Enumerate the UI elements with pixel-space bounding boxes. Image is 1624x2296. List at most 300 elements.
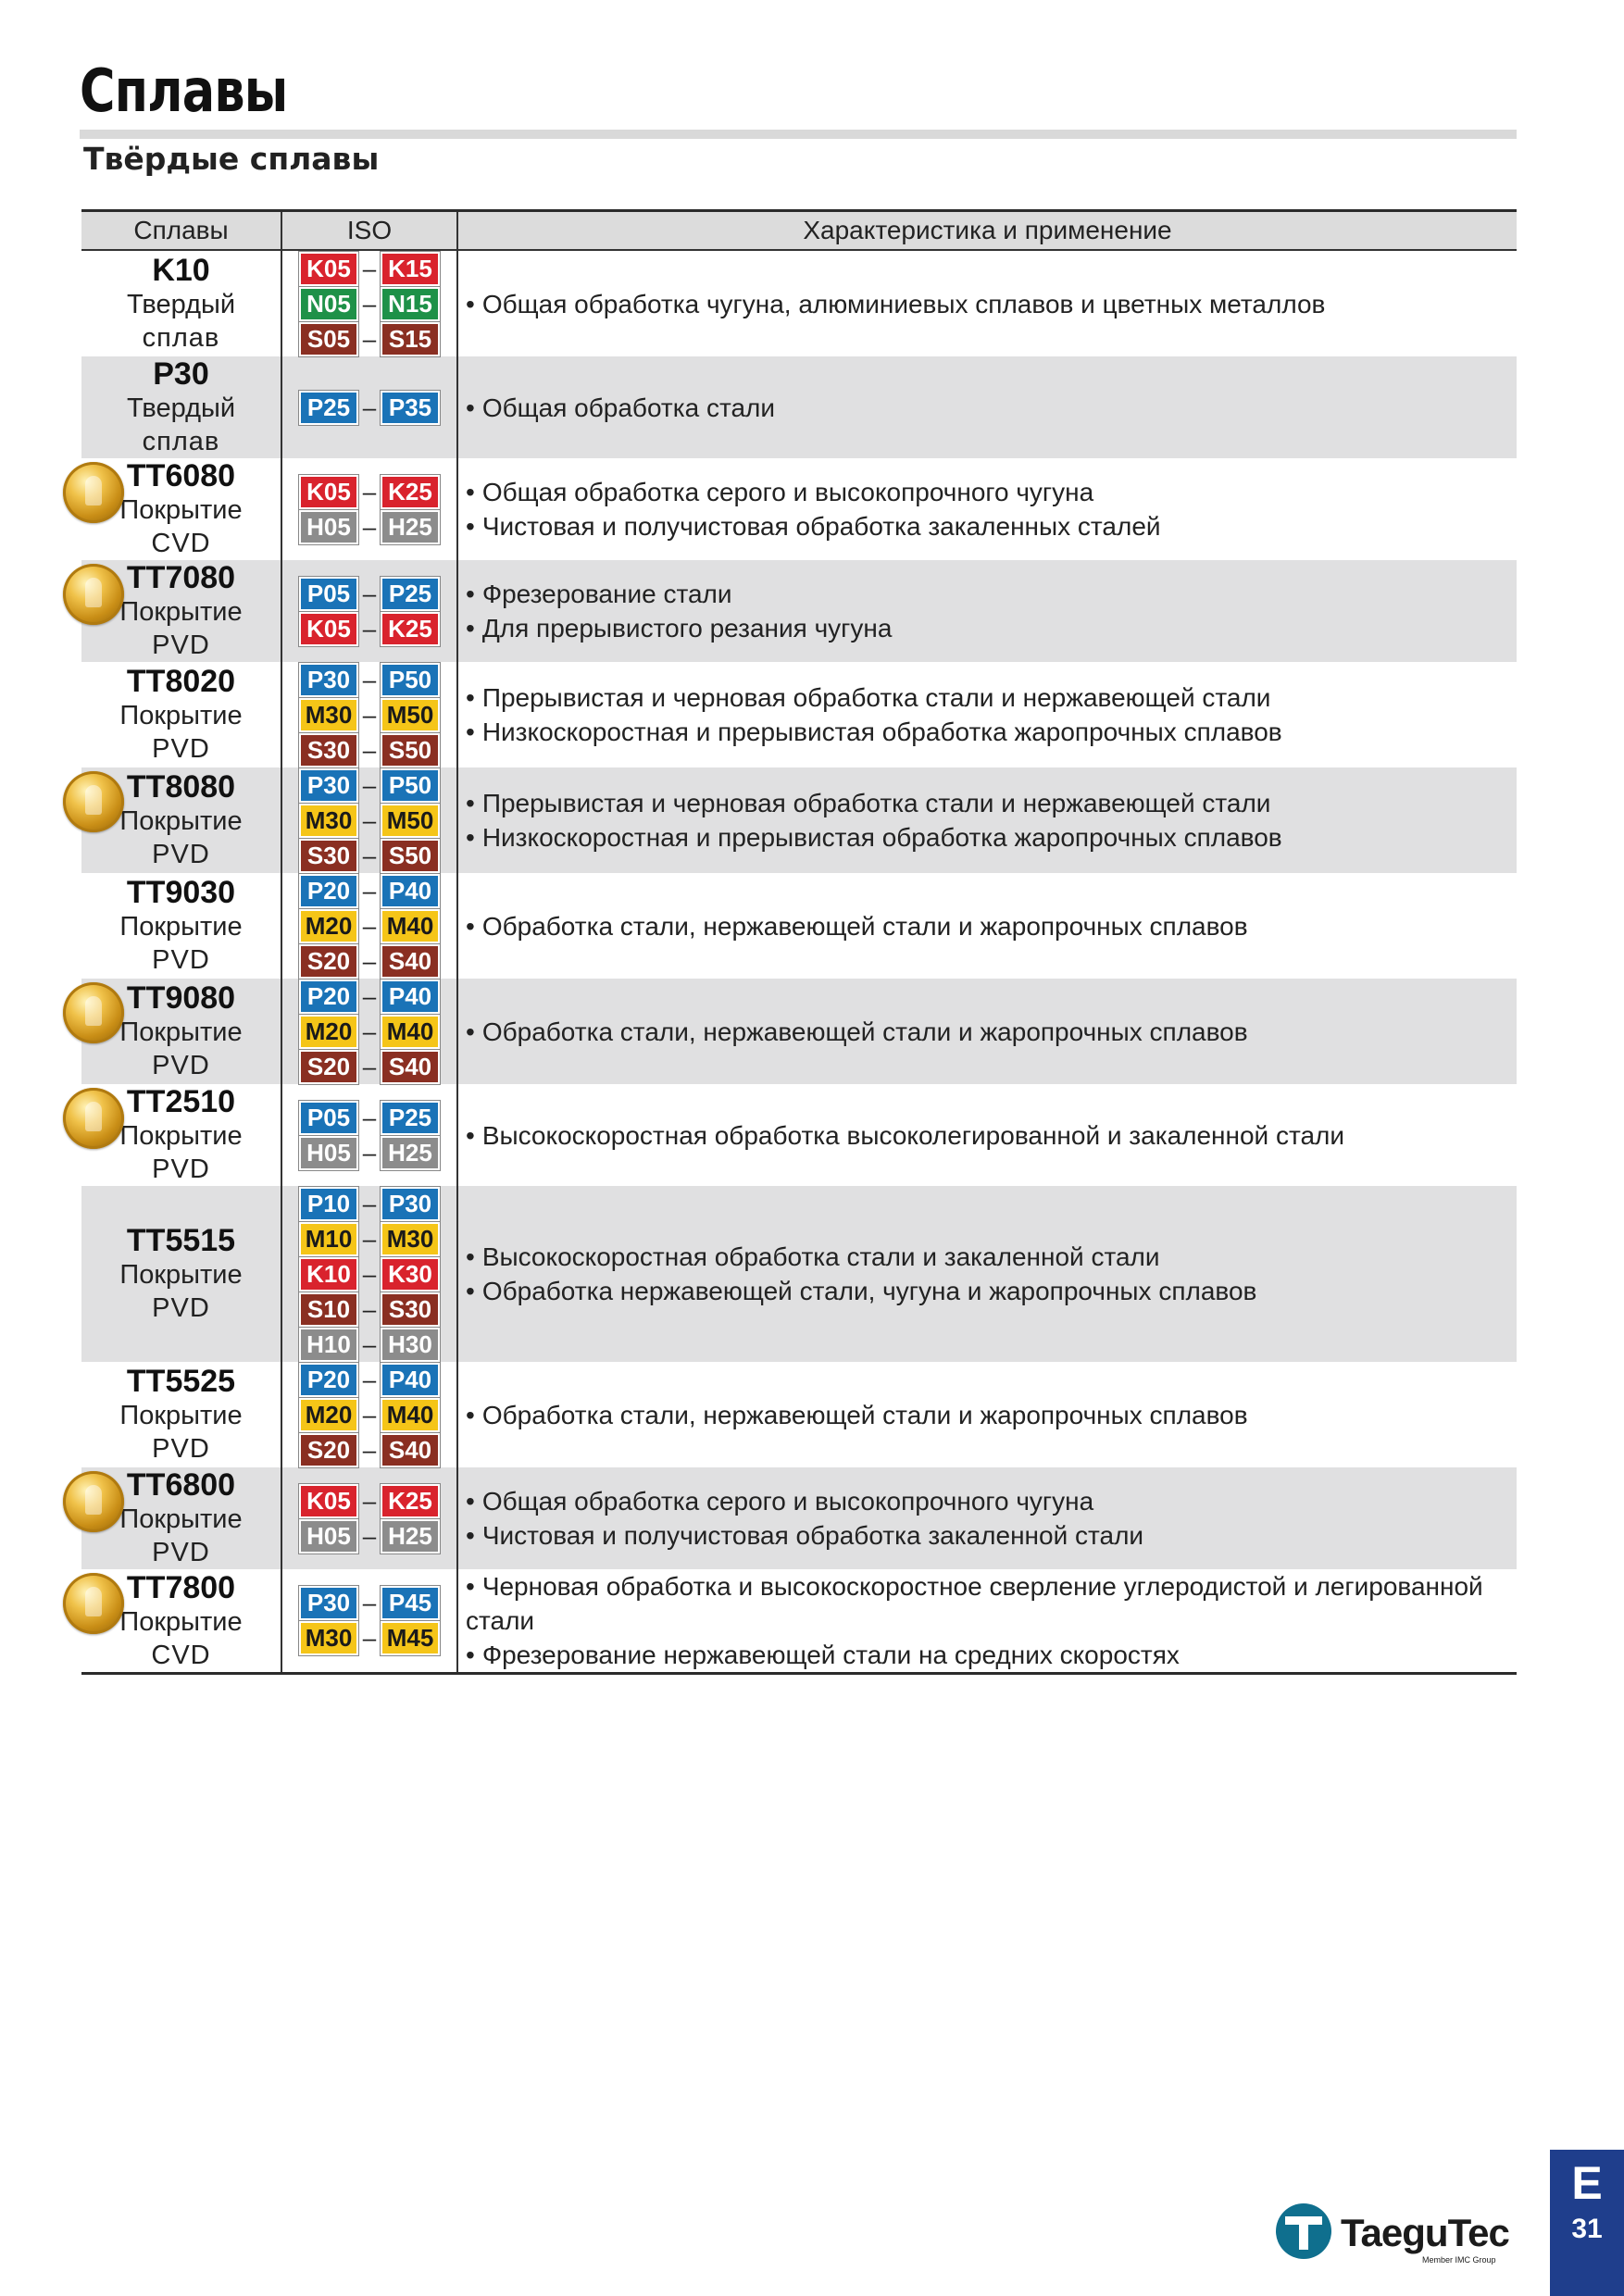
grade-coating-kind: PVD [152,1538,210,1567]
grade-coating-kind: CVD [151,529,211,558]
grade-cell [81,560,281,662]
logo-text: TaeguTec [1341,2211,1509,2254]
range-dash: – [362,393,377,421]
bullet-icon: • [466,823,475,852]
taegutec-logo [1276,2200,1517,2265]
range-dash: – [362,1052,377,1080]
grade-type: Твердый [126,393,236,423]
iso-range [282,1518,456,1554]
characteristics-cell [457,1467,1517,1569]
table-row [81,767,1517,873]
table-row [81,979,1517,1084]
iso-badge: P30 [299,768,358,803]
bullet-icon: • [466,1641,475,1669]
grade-cell [81,356,281,458]
section-letter: E [1571,2157,1603,2209]
range-dash: – [362,1400,377,1429]
grade-type: Покрытие [119,912,243,942]
iso-cell [281,356,457,458]
iso-badge: P35 [381,391,440,425]
iso-badge: P10 [299,1187,358,1221]
iso-range [282,1221,456,1256]
feature-line [466,509,1517,543]
iso-range [282,767,456,803]
characteristics-cell [457,1084,1517,1186]
bullet-icon: • [466,478,475,506]
iso-cell [281,1362,457,1467]
characteristics-cell [457,250,1517,356]
bullet-icon: • [466,1487,475,1516]
characteristics-cell [457,662,1517,767]
iso-badge: M30 [299,1621,358,1655]
logo-subtext: Member IMC Group [1422,2255,1496,2265]
iso-range [282,1256,456,1292]
bullet-icon: • [466,393,475,422]
iso-badge: N05 [299,287,358,321]
grade-cell [81,1362,281,1467]
feature-text: Низкоскоростная и прерывистая обработка жаропрочных сплавов [481,823,1282,852]
iso-badge: P25 [381,1101,440,1135]
iso-badge: S10 [299,1292,358,1327]
iso-badge: S15 [381,322,440,356]
page-subtitle: Твёрдые сплавы [83,141,380,177]
bullet-icon: • [466,512,475,541]
gold-medal-icon [63,1573,124,1634]
gold-medal-icon [63,462,124,523]
characteristics-cell [457,979,1517,1084]
iso-badge: S20 [299,1433,358,1467]
iso-range [282,979,456,1014]
table-row [81,560,1517,662]
iso-badge: P05 [299,577,358,611]
feature-text: Высокоскоростная обработка высоколегированной и закаленной стали [481,1120,1345,1150]
grade-cell [81,250,281,356]
iso-badge: P30 [299,1586,358,1620]
feature-text: Общая обработка серого и высокопрочного чугуна [481,1487,1094,1516]
iso-badge: P25 [381,577,440,611]
grade-cell [81,767,281,873]
bullet-icon: • [466,1242,475,1271]
grade-name: TT8080 [126,769,236,805]
table-row [81,458,1517,560]
iso-badge: S50 [381,839,440,873]
iso-cell [281,250,457,356]
header-grades: Сплавы [81,211,281,251]
iso-badge: S40 [381,1050,440,1084]
bullet-icon: • [466,289,475,318]
iso-cell [281,560,457,662]
iso-badge: M30 [299,698,358,732]
feature-text: Высокоскоростная обработка стали и закаленной стали [481,1242,1160,1271]
feature-line [466,1118,1517,1153]
feature-line [466,1638,1517,1672]
gold-medal-icon [63,982,124,1043]
iso-badge: K25 [381,475,440,509]
iso-range [282,1397,456,1432]
iso-badge: S05 [299,322,358,356]
range-dash: – [362,876,377,905]
characteristics-cell [457,873,1517,979]
grade-name: TT2510 [126,1084,236,1119]
iso-badge: H05 [299,1519,358,1554]
characteristics-cell [457,458,1517,560]
grade-type: Твердый [126,290,236,319]
iso-badge: P45 [381,1586,440,1620]
bullet-icon: • [466,1572,475,1601]
range-dash: – [362,1103,377,1131]
grade-coating-kind: PVD [152,734,210,764]
bullet-icon: • [466,1277,475,1305]
grade-coating-kind: сплав [142,323,220,353]
grade-name: TT7080 [126,560,236,595]
iso-badge: S30 [299,733,358,767]
grade-coating-kind: PVD [152,1051,210,1080]
iso-badge: M30 [299,804,358,838]
grade-name: TT9080 [126,980,236,1016]
table-row [81,356,1517,458]
iso-badge: K05 [299,475,358,509]
iso-badge: P20 [299,980,358,1014]
grade-coating-kind: PVD [152,1434,210,1464]
iso-range [282,251,456,286]
page-title: Сплавы [80,57,288,126]
iso-badge: P40 [381,1363,440,1397]
feature-line [466,475,1517,509]
iso-badge: S40 [381,944,440,979]
iso-cell [281,1569,457,1674]
range-dash: – [362,1589,377,1616]
range-dash: – [362,841,377,869]
iso-badge: S40 [381,1433,440,1467]
range-dash: – [362,805,377,834]
gold-medal-icon [63,771,124,832]
iso-badge: M50 [381,698,440,732]
feature-text: Общая обработка стали [481,393,776,422]
grade-type: Покрытие [119,495,243,525]
grade-cell [81,458,281,560]
feature-text: Для прерывистого резания чугуна [481,614,893,643]
iso-badge: M10 [299,1222,358,1256]
feature-line [466,786,1517,820]
iso-badge: N15 [381,287,440,321]
bullet-icon: • [466,1521,475,1550]
iso-badge: H05 [299,1136,358,1170]
iso-cell [281,873,457,979]
iso-cell [281,1084,457,1186]
characteristics-cell [457,356,1517,458]
bullet-icon: • [466,718,475,746]
range-dash: – [362,1259,377,1288]
range-dash: – [362,579,377,607]
feature-text: Черновая обработка и высокоскоростное сверление углеродистой и легированной стали [466,1572,1483,1635]
feature-text: Обработка стали, нержавеющей стали и жаропрочных сплавов [481,1400,1248,1429]
iso-badge: K05 [299,1484,358,1518]
iso-badge: H10 [299,1328,358,1362]
iso-range [282,1362,456,1397]
iso-range [282,697,456,732]
bullet-icon: • [466,1017,475,1046]
grade-coating-kind: CVD [151,1640,211,1670]
feature-text: Прерывистая и черновая обработка стали и нержавеющей стали [481,789,1271,817]
iso-badge: K15 [381,252,440,286]
grade-cell [81,662,281,767]
iso-range [282,321,456,356]
grade-name: P30 [153,356,209,392]
gold-medal-icon [63,1088,124,1149]
characteristics-cell [457,767,1517,873]
iso-range [282,286,456,321]
grade-type: Покрытие [119,806,243,836]
iso-range [282,509,456,544]
grade-name: TT8020 [126,664,236,699]
iso-range [282,390,456,425]
range-dash: – [362,1365,377,1393]
table-row [81,662,1517,767]
grades-table [81,209,1517,1675]
table-row [81,1186,1517,1362]
iso-range [282,1292,456,1327]
range-dash: – [362,614,377,643]
bullet-icon: • [466,580,475,608]
iso-badge: K05 [299,252,358,286]
table-body [81,250,1517,1674]
iso-badge: M20 [299,909,358,943]
header-characteristics: Характеристика и применение [457,211,1517,251]
iso-range [282,908,456,943]
feature-text: Чистовая и получистовая обработка закаленных сталей [481,512,1161,541]
title-underline [80,130,1517,139]
bullet-icon: • [466,911,475,941]
header-iso: ISO [281,211,457,251]
grade-coating-kind: PVD [152,1154,210,1184]
grade-type: Покрытие [119,1606,243,1637]
grade-cell [81,873,281,979]
table-row [81,873,1517,979]
page-tab [1550,2150,1624,2296]
iso-range [282,474,456,509]
iso-badge: K30 [381,1257,440,1292]
range-dash: – [362,1624,377,1652]
range-dash: – [362,770,377,799]
feature-line [466,391,1517,425]
iso-range [282,1327,456,1362]
range-dash: – [362,1224,377,1253]
iso-badge: P25 [299,391,358,425]
iso-cell [281,458,457,560]
characteristics-cell [457,1186,1517,1362]
bullet-icon: • [466,614,475,643]
grade-type: Покрытие [119,1401,243,1430]
iso-badge: H05 [299,510,358,544]
table-header-row [81,211,1517,251]
grade-cell [81,1084,281,1186]
characteristics-cell [457,560,1517,662]
range-dash: – [362,1486,377,1515]
feature-line [466,680,1517,715]
iso-badge: S20 [299,944,358,979]
iso-badge: P40 [381,980,440,1014]
table-row [81,1084,1517,1186]
iso-badge: S50 [381,733,440,767]
iso-badge: M40 [381,1398,440,1432]
iso-badge: M20 [299,1398,358,1432]
range-dash: – [362,1294,377,1323]
iso-badge: P50 [381,663,440,697]
characteristics-cell [457,1362,1517,1467]
iso-badge: M30 [381,1222,440,1256]
grade-name: TT6800 [126,1467,236,1503]
page-number: 31 [1571,2214,1603,2244]
gold-medal-icon [63,564,124,625]
bullet-icon: • [466,1400,475,1429]
table-row [81,1467,1517,1569]
iso-range [282,662,456,697]
grade-cell [81,1186,281,1362]
iso-badge: H30 [381,1328,440,1362]
grade-type: Покрытие [119,1017,243,1047]
iso-cell [281,1467,457,1569]
iso-range [282,873,456,908]
feature-line [466,287,1517,321]
grade-cell [81,1569,281,1674]
iso-range [282,1483,456,1518]
feature-line [466,1569,1517,1638]
grade-cell [81,979,281,1084]
iso-range [282,576,456,611]
grade-coating-kind: PVD [152,1293,210,1323]
iso-cell [281,767,457,873]
feature-line [466,1240,1517,1274]
characteristics-cell [457,1569,1517,1674]
iso-badge: P50 [381,768,440,803]
range-dash: – [362,254,377,282]
iso-badge: H25 [381,510,440,544]
range-dash: – [362,1329,377,1358]
bullet-icon: • [466,683,475,712]
feature-line [466,1518,1517,1553]
feature-text: Общая обработка чугуна, алюминиевых сплавов и цветных металлов [481,289,1326,318]
range-dash: – [362,1189,377,1217]
feature-line [466,909,1517,943]
iso-badge: P40 [381,874,440,908]
grade-type: Покрытие [119,597,243,627]
range-dash: – [362,477,377,505]
iso-badge: M45 [381,1621,440,1655]
feature-line [466,1398,1517,1432]
table-row [81,1362,1517,1467]
iso-range [282,838,456,873]
grade-type: Покрытие [119,1504,243,1534]
iso-badge: P20 [299,1363,358,1397]
grade-name: TT6080 [126,458,236,493]
iso-badge: K25 [381,612,440,646]
grade-type: Покрытие [119,1121,243,1151]
feature-text: Фрезерование стали [481,580,732,608]
gold-medal-icon [63,1471,124,1532]
iso-badge: S20 [299,1050,358,1084]
iso-range [282,1186,456,1221]
feature-line [466,1015,1517,1049]
grade-coating-kind: PVD [152,630,210,660]
iso-badge: H25 [381,1519,440,1554]
range-dash: – [362,1435,377,1464]
feature-text: Обработка стали, нержавеющей стали и жаропрочных сплавов [481,1017,1248,1046]
range-dash: – [362,665,377,693]
grade-coating-kind: сплав [142,427,220,456]
table-row [81,1569,1517,1674]
feature-text: Фрезерование нержавеющей стали на средних скоростях [481,1641,1180,1669]
range-dash: – [362,1138,377,1167]
grade-coating-kind: PVD [152,840,210,869]
feature-line [466,1484,1517,1518]
range-dash: – [362,512,377,541]
iso-range [282,1586,456,1621]
iso-badge: K05 [299,612,358,646]
iso-cell [281,1186,457,1362]
iso-badge: M20 [299,1015,358,1049]
iso-badge: P20 [299,874,358,908]
iso-range [282,1621,456,1656]
range-dash: – [362,1017,377,1045]
feature-line [466,1274,1517,1308]
range-dash: – [362,324,377,353]
range-dash: – [362,911,377,940]
iso-range [282,803,456,838]
feature-text: Обработка стали, нержавеющей стали и жаропрочных сплавов [481,911,1248,941]
feature-text: Прерывистая и черновая обработка стали и нержавеющей стали [481,683,1271,712]
grade-coating-kind: PVD [152,945,210,975]
feature-line [466,715,1517,749]
feature-text: Чистовая и получистовая обработка закаленной стали [481,1521,1144,1550]
range-dash: – [362,289,377,318]
iso-badge: M50 [381,804,440,838]
iso-cell [281,662,457,767]
iso-badge: S30 [299,839,358,873]
iso-badge: P05 [299,1101,358,1135]
grade-name: K10 [152,253,210,288]
range-dash: – [362,1521,377,1550]
feature-text: Низкоскоростная и прерывистая обработка жаропрочных сплавов [481,718,1282,746]
bullet-icon: • [466,1120,475,1150]
table-row [81,250,1517,356]
range-dash: – [362,946,377,975]
iso-badge: M40 [381,1015,440,1049]
iso-range [282,943,456,979]
iso-range [282,732,456,767]
iso-range [282,611,456,646]
feature-text: Общая обработка серого и высокопрочного чугуна [481,478,1094,506]
iso-range [282,1135,456,1170]
feature-line [466,820,1517,855]
iso-badge: S30 [381,1292,440,1327]
iso-range [282,1014,456,1049]
grade-name: TT7800 [126,1569,236,1605]
feature-text: Обработка нержавеющей стали, чугуна и жаропрочных сплавов [481,1277,1257,1305]
grade-cell [81,1467,281,1569]
grade-name: TT9030 [126,875,236,910]
iso-badge: P30 [381,1187,440,1221]
iso-badge: H25 [381,1136,440,1170]
bullet-icon: • [466,789,475,817]
iso-badge: P30 [299,663,358,697]
iso-cell [281,979,457,1084]
grade-type: Покрытие [119,1260,243,1290]
grade-name: TT5515 [126,1223,236,1258]
grade-name: TT5525 [126,1364,236,1399]
range-dash: – [362,700,377,729]
feature-line [466,611,1517,645]
range-dash: – [362,981,377,1010]
